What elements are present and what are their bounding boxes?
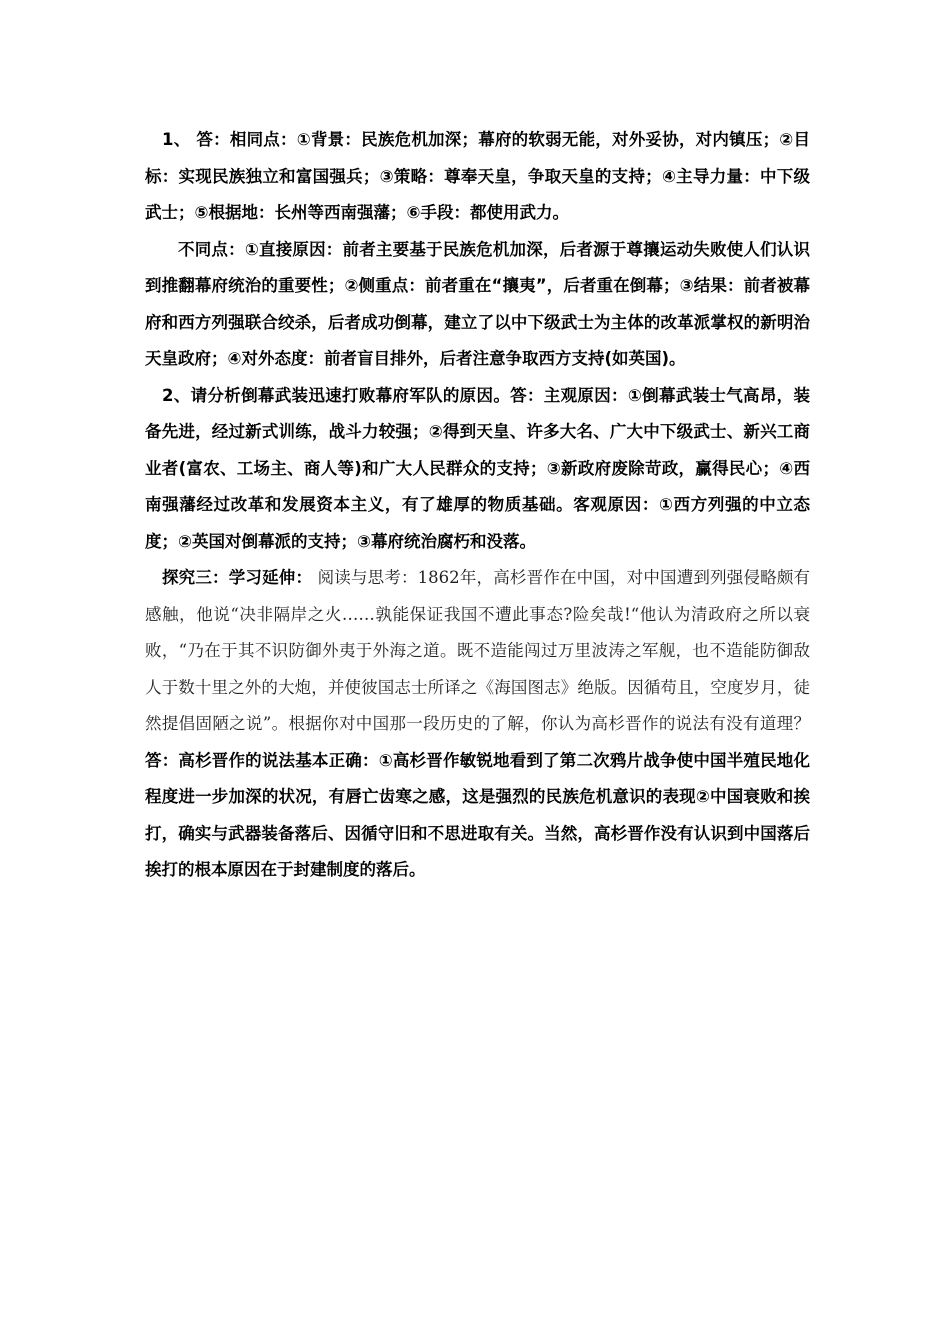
answer2-paragraph: 2、请分析倒幕武装迅速打败幕府军队的原因。答：主观原因：①倒幕武装士气高昂，装备先进，经过新式训练，战斗力较强；②得到天皇、许多大名、广大中下级武士、新兴工商业者(富农、工场主、商人等)和广大人民群众的支持；③新政府废除苛政，赢得民心；④西南强藩经过改革和发展资本主义，有了雄厚的物质基础。客观原因：①西方列强的中立态度；②英国对倒幕派的支持；③幕府统治腐朽和没落。: [145, 385, 810, 551]
answer1-similarities: 1、 答：相同点：①背景：民族危机加深；幕府的软弱无能，对外妥协，对内镇压；②目标：实现民族独立和富国强兵；③策略：尊奉天皇，争取天皇的支持；④主导力量：中下级武士；⑤根据地：长州等西南强藩；⑥手段：都使用武力。: [145, 130, 810, 222]
document-body: [145, 122, 810, 889]
answer1-differences: 不同点：①直接原因：前者主要基于民族危机加深，后者源于尊攘运动失败使人们认识到推翻幕府统治的重要性；②侧重点：前者重在“攘夷”，后者重在倒幕；③结果：前者被幕府和西方列强联合绞杀，后者成功倒幕，建立了以中下级武士为主体的改革派掌权的新明治天皇政府；④对外态度：前者盲目排外，后者注意争取西方支持(如英国)。: [145, 239, 810, 368]
explore3-reading: 阅读与思考：1862年，高杉晋作在中国，对中国遭到列强侵略颇有感触，他说“决非隔岸之火……孰能保证我国不遭此事态?险矣哉!“他认为清政府之所以衰败，“乃在于其不识防御外夷于外海之道。既不造能闯过万里波涛之军舰，也不造能防御敌人于数十里之外的大炮，并使彼国志士所译之《海国图志》绝版。因循苟且，空度岁月，徒然提倡固陋之说”。根据你对中国那一段历史的了解，你认为高杉晋作的说法有没有道理？: [145, 568, 811, 733]
explore3-heading: 探究三：学习延伸：: [162, 568, 313, 587]
explore3-answer: 答：高杉晋作的说法基本正确：①高杉晋作敏锐地看到了第二次鸦片战争使中国半殖民地化程度进一步加深的状况，有唇亡齿寒之感，这是强烈的民族危机意识的表现②中国衰败和挨打，确实与武器装备落后、因循守旧和不思进取有关。当然，高杉晋作没有认识到中国落后挨打的根本原因在于封建制度的落后。: [145, 750, 810, 879]
explore3-paragraph: [145, 560, 810, 889]
